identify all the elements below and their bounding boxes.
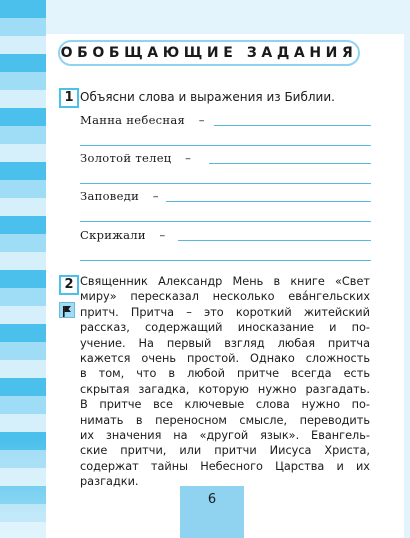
term-row bbox=[80, 189, 158, 203]
answer-line[interactable] bbox=[80, 183, 371, 184]
answer-line[interactable] bbox=[209, 163, 371, 164]
right-band bbox=[404, 0, 410, 538]
page-number: 6 bbox=[207, 492, 217, 507]
term-label: Золотой телец bbox=[80, 151, 172, 165]
task-number-badge: 2 bbox=[59, 275, 79, 295]
text-line: разгадки. bbox=[80, 475, 139, 489]
term-row bbox=[80, 151, 191, 165]
top-band bbox=[46, 0, 410, 34]
task1-intro: Объясни слова и выражения из Библии. bbox=[80, 90, 335, 104]
term-row bbox=[80, 228, 165, 242]
term-dash: – bbox=[198, 113, 205, 127]
text-line: притч. Притча – это короткий житейский bbox=[80, 305, 370, 319]
answer-line[interactable] bbox=[166, 201, 371, 202]
term-row bbox=[80, 113, 205, 127]
text-line: Священник Александр Мень в книге «Свет bbox=[80, 275, 370, 288]
term-dash: – bbox=[152, 189, 159, 203]
task2-text bbox=[80, 274, 370, 490]
text-line: В притче все ключевые слова нужно по- bbox=[80, 398, 370, 412]
term-label: Скрижали bbox=[80, 228, 146, 242]
section-title: ОБОБЩАЮЩИЕ ЗАДАНИЯ bbox=[60, 45, 358, 61]
task-number-badge: 1 bbox=[59, 88, 79, 108]
text-line: учение. На первый взгляд любая притча bbox=[80, 336, 370, 350]
answer-line[interactable] bbox=[80, 221, 371, 222]
answer-line[interactable] bbox=[178, 240, 371, 241]
text-line: миру» пересказал несколько евáнгельских bbox=[80, 290, 370, 304]
text-line: скрытая загадка, которую нужно разгадать. bbox=[80, 382, 370, 396]
term-label: Заповеди bbox=[80, 189, 140, 203]
text-line: содержат тайны Небесного Царства и их bbox=[80, 459, 370, 473]
text-line: в том, что в любой притче всегда есть bbox=[80, 367, 370, 381]
text-line: их значения на «другой язык». Евангель- bbox=[80, 429, 370, 443]
term-label: Манна небесная bbox=[80, 113, 186, 127]
text-line: ские притчи, или притчи Иисуса Христа, bbox=[80, 444, 370, 458]
answer-line[interactable] bbox=[80, 145, 371, 146]
section-header bbox=[58, 40, 360, 66]
answer-line[interactable] bbox=[214, 125, 371, 126]
text-line: нимать в переносном смысле, переводить bbox=[80, 413, 370, 427]
stripes-fade bbox=[0, 440, 46, 538]
text-line: кажется очень простой. Однако сложность bbox=[80, 352, 370, 366]
flag-icon bbox=[59, 302, 75, 318]
answer-line[interactable] bbox=[80, 260, 371, 261]
term-dash: – bbox=[159, 228, 166, 242]
term-dash: – bbox=[185, 151, 191, 165]
text-line: рассказ, содержащий иносказание и по- bbox=[80, 321, 370, 335]
